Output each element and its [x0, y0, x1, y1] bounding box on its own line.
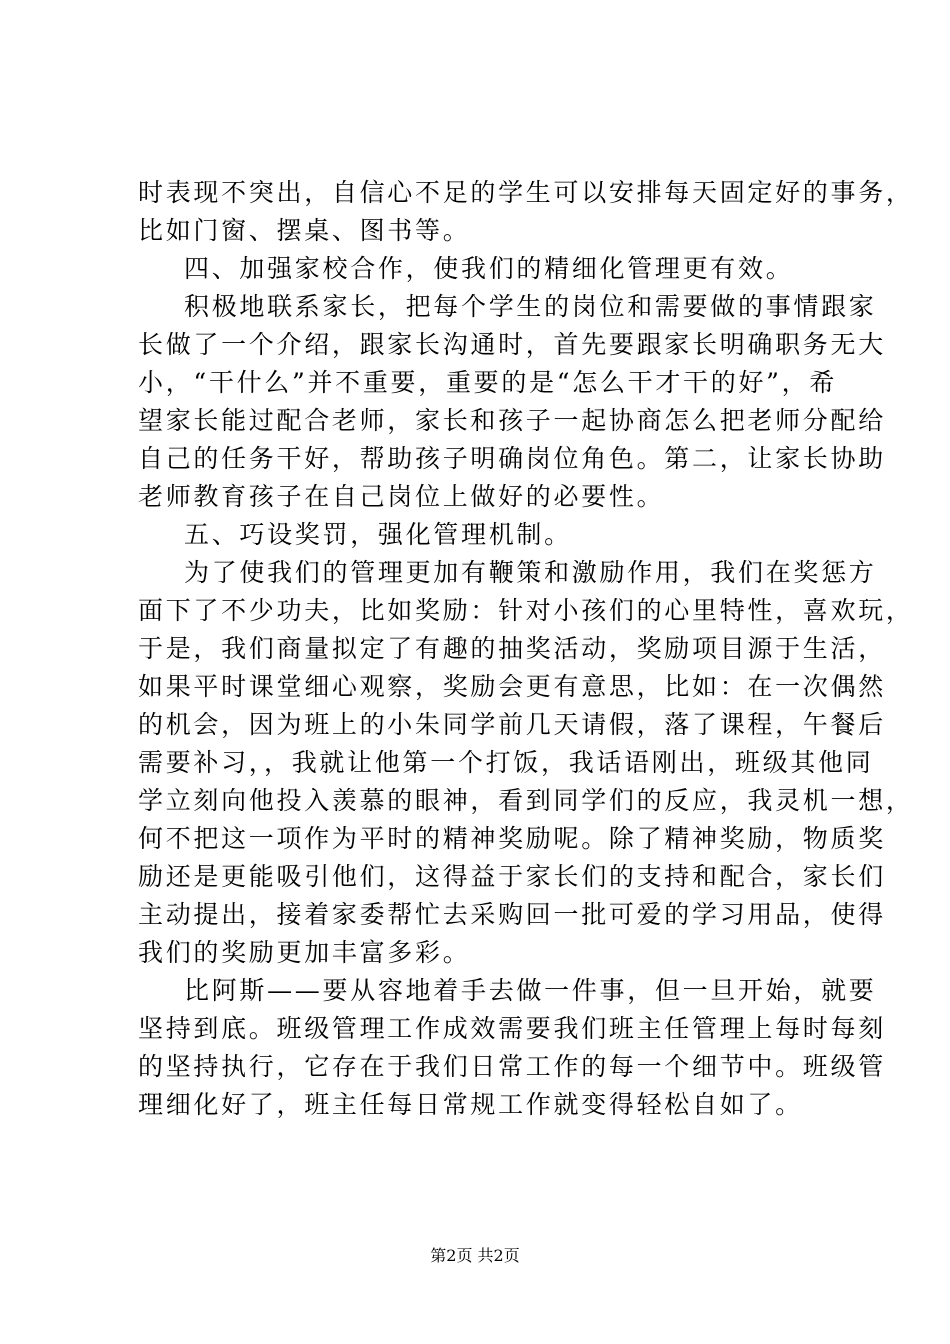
- text-line: 于是，我们商量拟定了有趣的抽奖活动，奖励项目源于生活，: [138, 634, 886, 663]
- text-line: 学立刻向他投入羡慕的眼神，看到同学们的反应，我灵机一想，: [138, 786, 914, 815]
- text-line: 比如门窗、摆桌、图书等。: [138, 216, 471, 245]
- text-line: 为了使我们的管理更加有鞭策和激励作用，我们在奖惩方: [184, 558, 877, 587]
- text-line: 四、加强家校合作，使我们的精细化管理更有效。: [184, 254, 794, 283]
- text-line: 望家长能过配合老师，家长和孩子一起协商怎么把老师分配给: [138, 406, 886, 435]
- text-line: 理细化好了，班主任每日常规工作就变得轻松自如了。: [138, 1090, 803, 1119]
- text-line: 励还是更能吸引他们，这得益于家长们的支持和配合，家长们: [138, 862, 886, 891]
- text-line: 坚持到底。班级管理工作成效需要我们班主任管理上每时每刻: [138, 1014, 886, 1043]
- text-line: 五、巧设奖罚，强化管理机制。: [184, 520, 572, 549]
- document-body: [138, 174, 914, 1124]
- text-line: 自己的任务干好，帮助孩子明确岗位角色。第二，让家长协助: [138, 444, 886, 473]
- text-line: 比阿斯——要从容地着手去做一件事，但一旦开始，就要: [184, 976, 877, 1005]
- text-line: 老师教育孩子在自己岗位上做好的必要性。: [138, 482, 665, 511]
- text-line: 面下了不少功夫，比如奖励：针对小孩们的心里特性，喜欢玩，: [138, 596, 914, 625]
- text-line: 长做了一个介绍，跟家长沟通时，首先要跟家长明确职务无大: [138, 330, 886, 359]
- text-line: 如果平时课堂细心观察，奖励会更有意思，比如：在一次偶然: [138, 672, 886, 701]
- text-line: 何不把这一项作为平时的精神奖励呢。除了精神奖励，物质奖: [138, 824, 886, 853]
- page-footer: 第2页 共2页: [430, 1246, 520, 1265]
- text-line: 小，“干什么”并不重要，重要的是“怎么干才干的好”，希: [138, 368, 838, 397]
- text-line: 积极地联系家长，把每个学生的岗位和需要做的事情跟家: [184, 292, 877, 321]
- text-line: 时表现不突出，自信心不足的学生可以安排每天固定好的事务，: [138, 178, 914, 207]
- text-line: 我们的奖励更加丰富多彩。: [138, 938, 471, 967]
- text-line: 主动提出，接着家委帮忙去采购回一批可爱的学习用品，使得: [138, 900, 886, 929]
- text-line: 的机会，因为班上的小朱同学前几天请假，落了课程，午餐后: [138, 710, 886, 739]
- text-line: 需要补习，，我就让他第一个打饭，我话语刚出，班级其他同: [138, 748, 874, 777]
- text-line: 的坚持执行，它存在于我们日常工作的每一个细节中。班级管: [138, 1052, 886, 1081]
